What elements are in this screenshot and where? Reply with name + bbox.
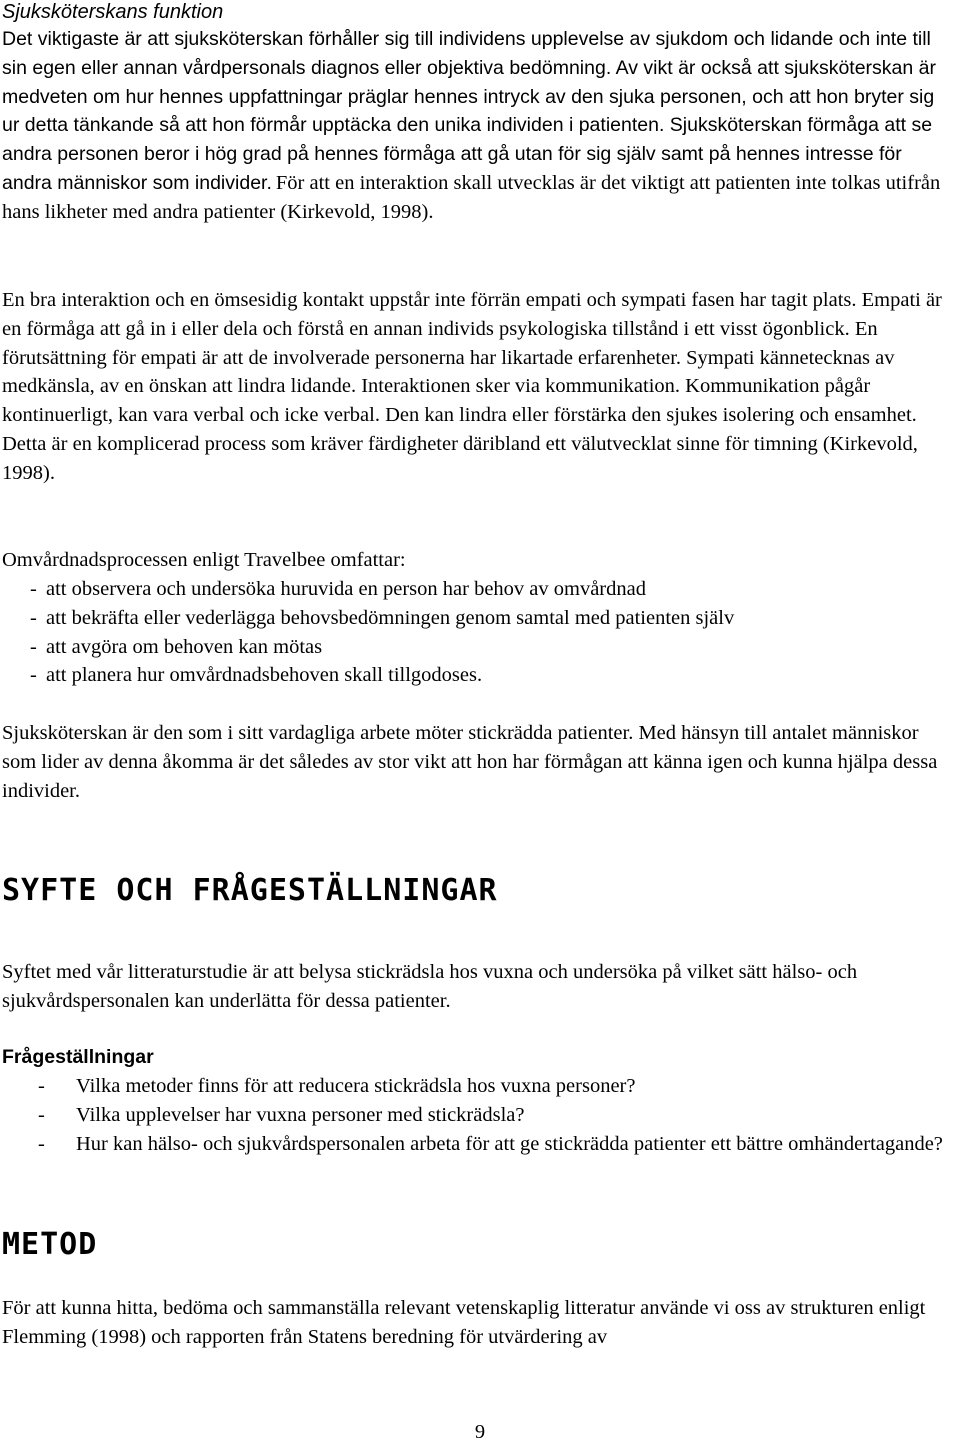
subheading-fragestallningar: Frågeställningar bbox=[2, 1046, 154, 1068]
paragraph-text-sans: Det viktigaste är att sjuksköterskan förhåller sig till individens upplevelse av sjukdom och lidande och inte till sin egen eller annan vårdpersonals diagnos eller objektiva bedömning. Av vikt är också att sjuksköterskan är medveten om hur hennes uppfattningar präglar hennes intryck av den sjuka personen, och att hon bryter sig ur detta tänkande så att hon förmår upptäcka den unika individen i patienten. Sjuksköterskan förmåga att se andra personen beror i hög grad på hennes förmåga att gå utan för sig själv samt på hennes intresse för andra människor som individer. bbox=[2, 28, 937, 194]
paragraph-text-serif: För att en interaktion skall utvecklas är det viktigt att patienten inte tolkas utifrån hans likheter med andra patienter (Kirkevold, 1998). bbox=[2, 171, 941, 223]
page-number: 9 bbox=[474, 1421, 486, 1443]
list-intro: Omvårdnadsprocessen enligt Travelbee omfattar: bbox=[2, 549, 406, 571]
list-item: - Vilka upplevelser har vuxna personer med stickrädsla? bbox=[38, 1103, 525, 1126]
list-item: - Hur kan hälso- och sjukvårdspersonalen arbeta för att ge stickrädda patienter ett bättre omhändertagande? bbox=[38, 1132, 943, 1155]
paragraph-stickradda-patienter: Sjuksköterskan är den som i sitt vardagliga arbete möter stickrädda patienter. Med hänsyn till antalet människor som lider av denna åkomma är det således av stor vikt att hon har förmågan att känna igen och kunna hjälpa dessa individer. bbox=[2, 722, 938, 802]
list-item: - Vilka metoder finns för att reducera stickrädsla hos vuxna personer? bbox=[38, 1075, 636, 1097]
paragraph-metod: För att kunna hitta, bedöma och sammanställa relevant vetenskaplig litteratur använde vi oss av strukturen enligt Flemming (1998) och rapporten från Statens beredning för utvärdering av bbox=[2, 1297, 926, 1348]
omvardnadsprocessen-list bbox=[2, 575, 956, 690]
list-item: - att avgöra om behoven kan mötas bbox=[30, 635, 323, 658]
paragraph-sjukskoterskans-funktion bbox=[2, 25, 956, 227]
list-item: - att planera hur omvårdnadsbehoven skall tillgodoses. bbox=[30, 664, 483, 687]
paragraph-syfte: Syftet med vår litteraturstudie är att belysa stickrädsla hos vuxna och undersöka på vilket sätt hälso- och sjukvårdspersonalen kan underlätta för dessa patienter. bbox=[2, 961, 858, 1012]
fragestallningar-list bbox=[2, 1072, 956, 1158]
list-item: - att observera och undersöka huruvida en person har behov av omvårdnad bbox=[30, 578, 646, 600]
section-heading-metod: METOD bbox=[2, 1227, 98, 1262]
section-heading-syfte: SYFTE OCH FRÅGESTÄLLNINGAR bbox=[2, 873, 498, 908]
section-heading-sjukskoterskans-funktion: Sjuksköterskans funktion bbox=[2, 1, 224, 23]
paragraph-interaktion: En bra interaktion och en ömsesidig kontakt uppstår inte förrän empati och sympati fasen har tagit plats. Empati är en förmåga att gå in i eller dela och förstå en annan individs psykologiska tillstånd i ett visst ögonblick. En förutsättning för empati är att de involverade personerna har likartade erfarenheter. Sympati kännetecknas av medkänsla, av en önskan att lindra lidande. Interaktionen sker via kommunikation. Kommunikation pågår kontinuerligt, kan vara verbal och icke verbal. Den kan lindra eller förstärka den sjukes isolering och ensamhet. Detta är en komplicerad process som kräver färdigheter däribland ett välutvecklat sinne för timning (Kirkevold, 1998). bbox=[2, 289, 942, 484]
list-item: - att bekräfta eller vederlägga behovsbedömningen genom samtal med patienten själv bbox=[30, 606, 735, 629]
